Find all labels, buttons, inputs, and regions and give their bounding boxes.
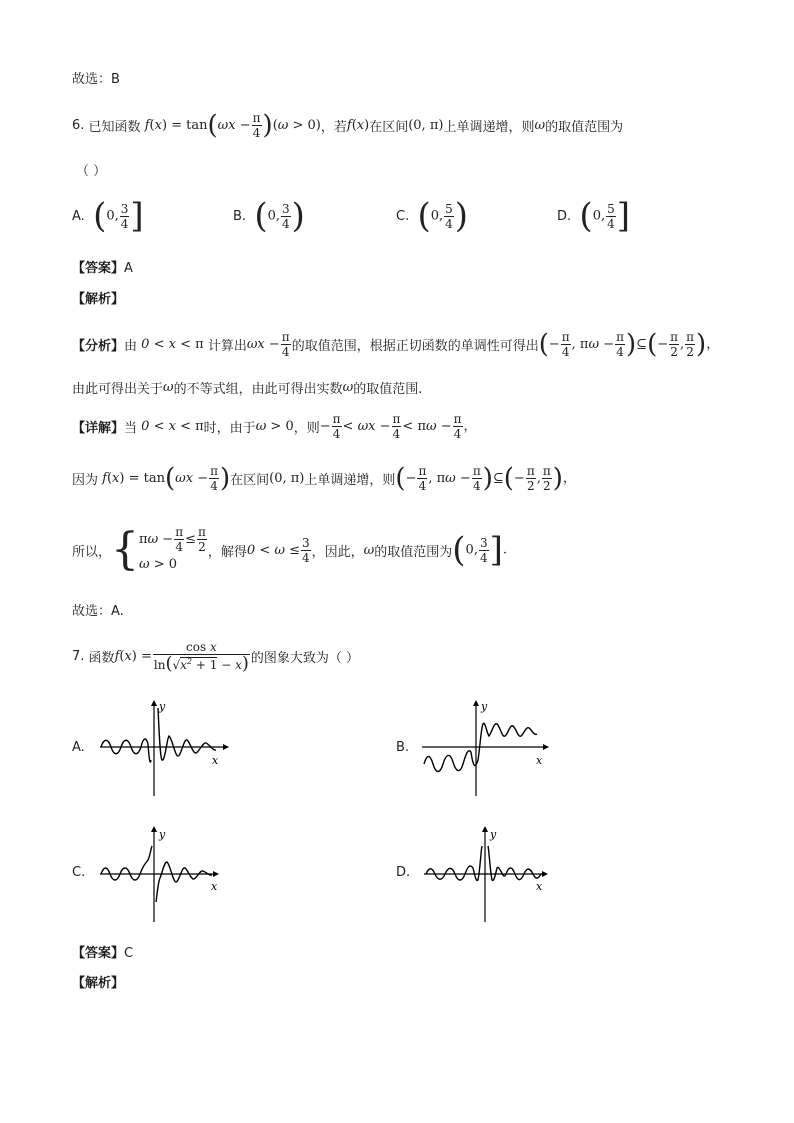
svg-text:y: y [481,700,488,713]
q6-omega: ω [534,117,546,133]
q6-paren: （ ） [76,164,107,179]
svg-text:y: y [490,828,497,841]
q7-option-d-graph [420,824,555,924]
q7-option-b-graph [418,698,553,798]
q6-fenxi-2: 由此可得出关于 ω 的不等式组，由此可得出实数 ω 的取值范围. [72,380,423,397]
q6-number: 6. [72,117,85,133]
q7-option-c-label: C. [72,865,86,880]
q6-function-def: f(x) = tan(ωx − $\frac{\pi}{4}$ )(ω > 0) [140,110,321,140]
svg-text:x: x [212,754,219,767]
q6-conclusion: 故选：A. [72,604,124,619]
q6-fx: f(x) [346,117,370,133]
q6-text-2: ，若 [320,119,347,135]
svg-text:x: x [536,880,543,893]
q6-answer: 【答案】A [72,261,133,276]
q6-text-3: 在区间 [369,119,409,135]
q6-text-5: 的取值范围为 [545,119,624,135]
q6-text-1: 已知函数 [88,119,141,135]
svg-text:x: x [536,754,543,767]
q7-option-c-graph [95,824,230,924]
q7-answer: 【答案】C [72,946,134,961]
q7-option-b-label: B. [396,740,410,755]
previous-answer: 故选：B [72,72,120,87]
svg-text:y: y [159,828,166,841]
q6-detail-3: 所以， { πω − $\frac{\pi}{4}$ ≤ $\frac{\pi}{2}$ ω > 0 ，解得 0 < ω ≤ $\frac{3}{4}$ ，因此， ω 的取值范围为 (0, $\frac{3}{4}$ ]. [72,524,507,575]
q7-option-a-graph [95,698,230,798]
q6-fenxi: 【分析】 由 0 < x < π 计算出 ωx − $\frac{\pi}{4}$ 的取值范围，根据正切函数的单调性可得出 (− $\frac{\pi}{4}$ , πω − $\frac{\pi}{4}$ )⊆(− $\frac{\pi}{2}$ , $\frac{\pi}{2}$ )， [72,329,720,359]
svg-text:y: y [159,700,166,713]
q6-text-4: 上单调递增，则 [443,119,535,135]
q6-detail-2: 因为 f(x) = tan(ωx − $\frac{\pi}{4}$ ) 在区间 (0, π) 上单调递增，则 (− $\frac{\pi}{4}$ , πω − $\frac{\pi}{4}$ )⊆(− $\frac{\pi}{2}$ , $\frac{\pi}{2}$ )， [72,463,576,493]
q7-option-a-label: A. [72,740,85,755]
q6-option-a: A. (0, $\frac{3}{4}$ ] [72,196,144,236]
svg-text:x: x [211,880,218,893]
q7-option-d-label: D. [396,865,411,880]
q6-interval: (0, π) [408,117,444,133]
q6-option-b: B. (0, $\frac{3}{4}$ ) [233,196,305,236]
q6-option-c: C. (0, $\frac{5}{4}$ ) [396,196,469,236]
q6-statement [72,108,623,142]
q6-detail-1: 【详解】 当 0 < x < π 时，由于 ω > 0 ，则 − $\frac{\pi}{4}$ < ωx − $\frac{\pi}{4}$ < πω − $\frac{\pi}{4}$ ， [72,411,477,441]
q7-statement: 7. 函数 f(x) = $\frac{\text{cos x}}{\ln(√x^2 + 1 - x)}$ 的图象大致为（ ） [72,640,360,674]
q7-analysis-label: 【解析】 [72,976,125,991]
q6-option-d: D. (0, $\frac{5}{4}$ ] [557,196,630,236]
q6-analysis-label: 【解析】 [72,292,125,307]
